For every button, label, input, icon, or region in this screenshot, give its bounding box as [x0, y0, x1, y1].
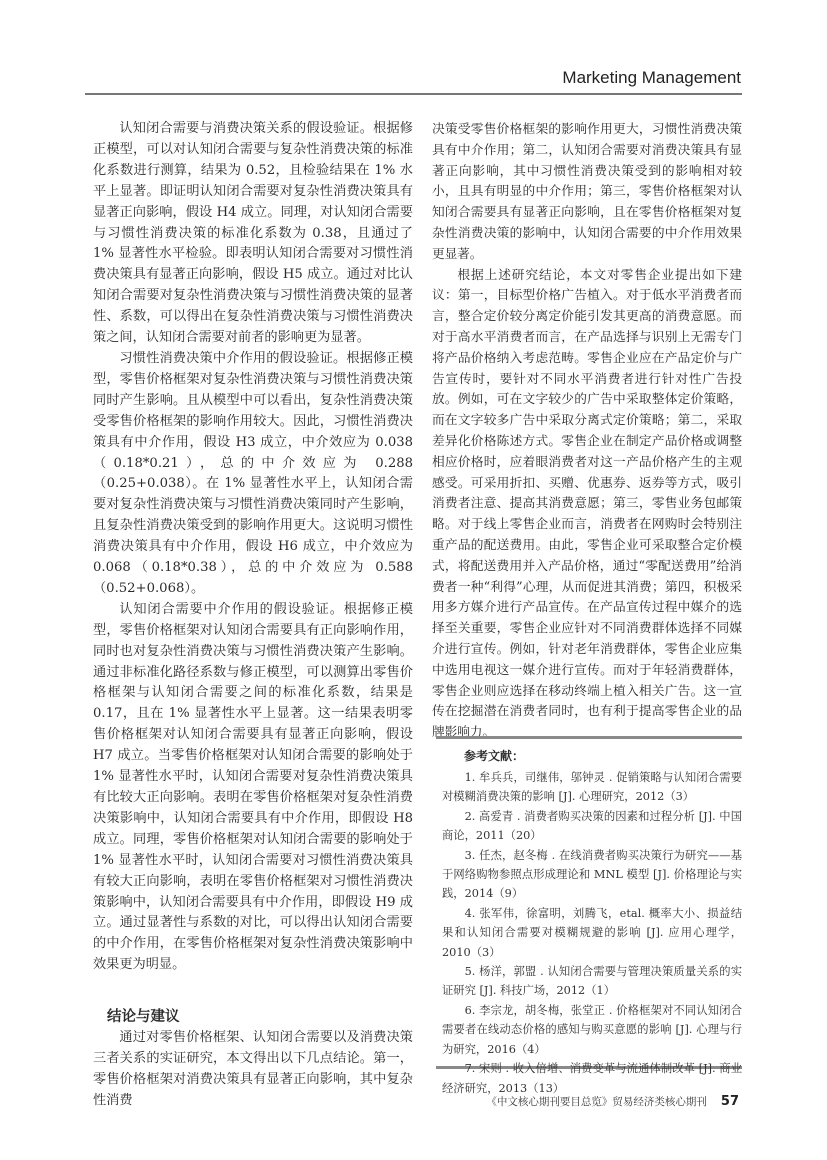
- reference-item: 6. 李宗龙，胡冬梅，张堂正 . 价格框架对不同认知闭合需要者在线动态价格的感知与购买意愿的影响 [J]. 心理与行为研究，2016（4）: [442, 1003, 742, 1056]
- body-paragraph: 决策受零售价格框架的影响作用更大，习惯性消费决策具有中介作用；第二，认知闭合需要对消费决策具有显著正向影响，其中习惯性消费决策受到的影响相对较小，且具有明显的中介作用；第三，零售价格框架对认知闭合需要具有显著正向影响，且在零售价格框架对复杂性消费决策的影响中，认知闭合需要的中介作用效果更显著。: [432, 121, 742, 261]
- body-paragraph: 认知闭合需要与消费决策关系的假设验证。根据修正模型，可以对认知闭合需要与复杂性消费决策的标准化系数进行测算，结果为 0.52，且检验结果在 1% 水平上显著。即证明认知闭合需要对复杂性消费决策具有显著正向影响，假设 H4 成立。同理，对认知闭合需要与习惯性消费决策的标准化系数为 0.38，且通过了 1% 显著性水平检验。即表明认知闭合需要对习惯性消费决策具有显著正向影响，假设 H5 成立。通过对比认知闭合需要对复杂性消费决策与习惯性消费决策的显著性、系数，可以得出在复杂性消费决策与习惯性消费决策之间，认知闭合需要对前者的影响更为显著。: [93, 121, 413, 346]
- reference-item: 4. 张军伟，徐富明，刘腾飞，etal. 概率大小、损益结果和认知闭合需要对模糊规避的影响 [J]. 应用心理学，2010（3）: [442, 906, 742, 959]
- reference-item: 5. 杨洋，郭盟 . 认知闭合需要与管理决策质量关系的实证研究 [J]. 科技广场，2012（1）: [442, 965, 742, 998]
- page-number: 57: [720, 1094, 739, 1109]
- references-box: [436, 736, 742, 1095]
- footer-journal-note: 《中文核心期刊要目总览》贸易经济类核心期刊: [486, 1096, 707, 1108]
- reference-item: 1. 牟兵兵，司继伟，邬钟灵 . 促销策略与认知闭合需要对模糊消费决策的影响 [J]. 心理研究，2012（3）: [442, 771, 742, 804]
- reference-item: 2. 高爱青 . 消费者购买决策的因素和过程分析 [J]. 中国商论，2011（20）: [442, 809, 742, 843]
- page-footer: [486, 1094, 739, 1109]
- right-column: [432, 119, 742, 743]
- body-paragraph: 习惯性消费决策中介作用的假设验证。根据修正模型，零售价格框架对复杂性消费决策与习惯性消费决策同时产生影响。且从模型中可以看出，复杂性消费决策受零售价格框架的影响作用较大。因此，习惯性消费决策具有中介作用，假设 H3 成立，中介效应为 0.038（0.18*0.21），总的中介效应为 0.288（0.25+0.038）。在 1% 显著性水平上，认知闭合需要对复杂性消费决策与习惯性消费决策同时产生影响，且复杂性消费决策受到的影响作用更大。这说明习惯性消费决策具有中介作用，假设 H6 成立，中介效应为 0.068（0.18*0.38），总的中介效应为 0.588（0.52+0.068）。: [93, 350, 413, 596]
- left-column: [93, 119, 413, 1112]
- reference-item: 3. 任杰，赵冬梅 . 在线消费者购买决策行为研究——基于网络购物参照点形成理论和 MNL 模型 [J]. 价格理论与实践，2014（9）: [442, 848, 742, 901]
- running-header: Marketing Management: [562, 68, 741, 87]
- body-paragraph: 认知闭合需要中介作用的假设验证。根据修正模型，零售价格框架对认知闭合需要具有正向影响作用，同时也对复杂性消费决策与习惯性消费决策产生影响。通过非标准化路径系数与修正模型，可以测算出零售价格框架与认知闭合需要之间的标准化系数，结果是 0.17，且在 1% 显著性水平上显著。这一结果表明零售价格框架对认知闭合需要具有显著正向影响，假设 H7 成立。当零售价格框架对认知闭合需要的影响处于 1% 显著性水平时，认知闭合需要对复杂性消费决策具有比较大正向影响。表明在零售价格框架对复杂性消费决策影响中，认知闭合需要具有中介作用，即假设 H8 成立。同理，零售价格框架对认知闭合需要的影响处于 1% 显著性水平时，认知闭合需要对习惯性消费决策具有较大正向影响，表明在零售价格框架对习惯性消费决策影响中，认知闭合需要具有中介作用，即假设 H9 成立。通过显著性与系数的对比，可以得出认知闭合需要的中介作用，在零售价格框架对复杂性消费决策影响中效果更为明显。: [93, 601, 413, 973]
- body-paragraph: 根据上述研究结论，本文对零售企业提出如下建议：第一，目标型价格广告植入。对于低水平消费者而言，整合定价较分离定价能引发其更高的消费意愿。而对于高水平消费者而言，在产品选择与识别上无需专门将产品价格纳入考虑范畴。零售企业应在产品定价与广告宣传时，要针对不同水平消费者进行针对性广告投放。例如，可在文字较少的广告中采取整体定价策略，而在文字较多广告中采取分离式定价策略；第二，采取差异化价格陈述方式。零售企业在制定产品价格或调整相应价格时，应着眼消费者对这一产品价格产生的主观感受。可采用折扣、买赠、优惠券、返券等方式，吸引消费者注意、提高其消费意愿；第三，零售业务包邮策略。对于线上零售企业而言，消费者在网购时会特别注重产品的配送费用。由此，零售企业可采取整合定价模式，将配送费用并入产品价格，通过“零配送费用”给消费者一种“利得”心理，从而促进其消费；第四，积极采用多方媒介进行产品宣传。在产品宣传过程中媒介的选择至关重要，零售企业应针对不同消费群体选择不同媒介进行宣传。例如，针对老年消费群体，零售企业应集中选用电视这一媒介进行宣传。而对于年轻消费群体，零售企业则应选择在移动终端上植入相关广告。这一宣传在挖掘潜在消费者同时，也有利于提高零售企业的品牌影响力。: [432, 266, 742, 740]
- reference-item: 7. 宋则 . 收入倍增、消费变革与流通体制改革 [J]. 商业经济研究，2013（13）: [442, 1062, 742, 1095]
- header-rule: [85, 93, 742, 95]
- references-title: 参考文献：: [464, 749, 525, 763]
- body-paragraph: 通过对零售价格框架、认知闭合需要以及消费决策三者关系的实证研究，本文得出以下几点结论。第一，零售价格框架对消费决策具有显著正向影响，其中复杂性消费: [93, 1030, 413, 1108]
- section-heading: 结论与建议: [107, 1009, 180, 1026]
